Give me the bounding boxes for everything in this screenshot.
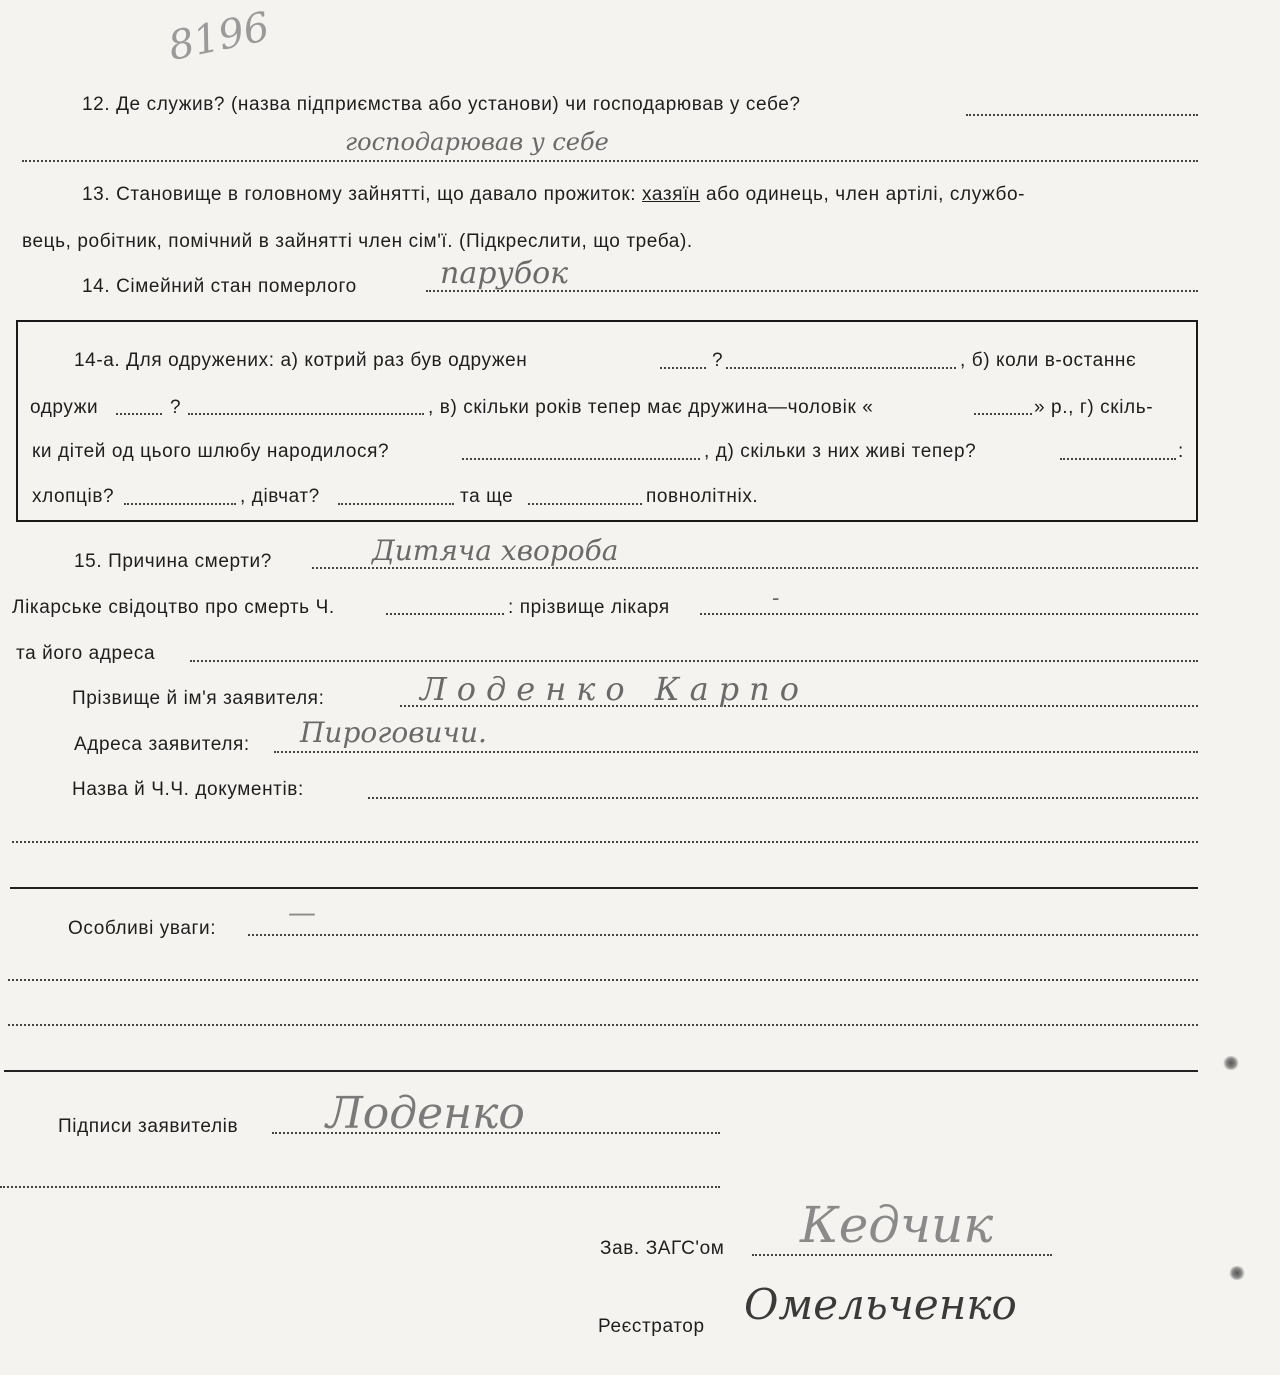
q13-text-pre: 13. Становище в головному зайнятті, що давало прожиток: <box>82 184 643 205</box>
q14a-field-married-when <box>116 413 162 415</box>
q14a-line4-b: , дівчат? <box>240 486 320 507</box>
zags-head-label: Зав. ЗАГС'ом <box>600 1238 725 1259</box>
section-divider-1 <box>10 887 1198 889</box>
q14-answer: парубок <box>440 256 569 291</box>
applicant-address-line <box>274 751 1198 753</box>
q14a-line3-b: , д) скільки з них живі тепер? <box>704 441 977 462</box>
doctor-address-label: та його адреса <box>16 643 156 664</box>
q12-line-2 <box>22 160 1198 162</box>
zags-head-line <box>752 1254 1052 1256</box>
q14a-field-adults <box>528 503 642 505</box>
q14a-field-girls <box>338 503 454 505</box>
notes-label: Особливі уваги: <box>68 918 217 939</box>
q14a-line4-c: та ще <box>460 486 514 507</box>
q14a-line2-q: ? <box>170 397 182 418</box>
staple-hole-2 <box>1228 1266 1246 1280</box>
q14a-line1-b: , б) коли в-останнє <box>960 350 1137 371</box>
documents-line-2 <box>12 841 1198 843</box>
section-divider-2 <box>4 1070 1198 1072</box>
q14a-line4-a: хлопців? <box>32 486 115 507</box>
q14a-line2-a: одружи <box>30 397 99 418</box>
doctor-name-label: : прізвище лікаря <box>508 597 670 618</box>
q14-label: 14. Сімейний стан померлого <box>82 276 357 297</box>
applicant-signature: Лоденко <box>326 1088 525 1139</box>
q12-answer: господарював у себе <box>345 128 609 156</box>
staple-hole-1 <box>1222 1056 1240 1070</box>
q14a-line1-q: ? <box>712 350 724 371</box>
medical-certificate-number <box>386 613 504 615</box>
q15-line <box>312 567 1198 569</box>
q14a-field-children-born <box>462 458 700 460</box>
q14a-line2-c: » р., г) скіль- <box>1034 397 1154 418</box>
applicant-signature-line-2 <box>0 1186 720 1188</box>
q14a-line3-c: : <box>1178 441 1184 462</box>
registrar-label: Реєстратор <box>598 1316 705 1337</box>
q12-label: 12. Де служив? (назва підприємства або установи) чи господарював у себе? <box>82 94 801 115</box>
notes-line-2 <box>8 979 1198 981</box>
q12-line-1 <box>966 114 1198 116</box>
registrar-signature: Омельченко <box>744 1280 1017 1329</box>
q14a-line1-a: 14-а. Для одружених: а) котрий раз був одружен <box>74 350 528 371</box>
applicant-signatures-label: Підписи заявителів <box>58 1116 239 1137</box>
notes-line-1 <box>248 934 1198 936</box>
q15-answer: Дитяча хвороба <box>372 534 619 567</box>
applicant-address-label: Адреса заявителя: <box>74 734 250 755</box>
notes-line-3 <box>8 1024 1198 1026</box>
applicant-address-answer: Пироговичи. <box>300 716 487 749</box>
doctor-address-line <box>190 660 1198 662</box>
applicant-name-answer: Лоденко Карпо <box>420 670 810 708</box>
q13-selected-option: хазяїн <box>642 184 701 205</box>
medical-certificate-label: Лікарське свідоцтво про смерть Ч. <box>12 597 335 618</box>
q14a-field-married-when-2 <box>188 413 424 415</box>
q14a-line3-a: ки дітей од цього шлюбу народилося? <box>32 441 390 462</box>
pencil-mark: 8196 <box>164 3 274 71</box>
applicant-name-label: Прізвище й ім'я заявителя: <box>72 688 325 709</box>
q14a-line2-b: , в) скільки років тепер має дружина—чоловік « <box>428 397 874 418</box>
doctor-name-line <box>700 613 1198 615</box>
q14a-field-boys <box>124 503 236 505</box>
q14a-line4-d: повнолітніх. <box>646 486 759 507</box>
q15-label: 15. Причина смерти? <box>74 551 272 572</box>
zags-head-signature: Кедчик <box>800 1196 994 1254</box>
q13-line-2: вець, робітник, помічний в зайнятті член сім'ї. (Підкреслити, що треба). <box>22 231 693 252</box>
notes-answer: — <box>288 896 316 929</box>
q14a-field-times-2 <box>726 367 956 369</box>
doctor-name-value: - <box>772 586 780 611</box>
q14a-field-spouse-age <box>974 413 1032 415</box>
documents-label: Назва й Ч.Ч. документів: <box>72 779 304 800</box>
q13-text-post: або одинець, член артілі, службо- <box>700 184 1026 205</box>
documents-line-1 <box>368 797 1198 799</box>
q14a-field-children-alive <box>1060 458 1176 460</box>
q14a-field-times <box>660 367 706 369</box>
q13-line-1 <box>82 184 1025 206</box>
